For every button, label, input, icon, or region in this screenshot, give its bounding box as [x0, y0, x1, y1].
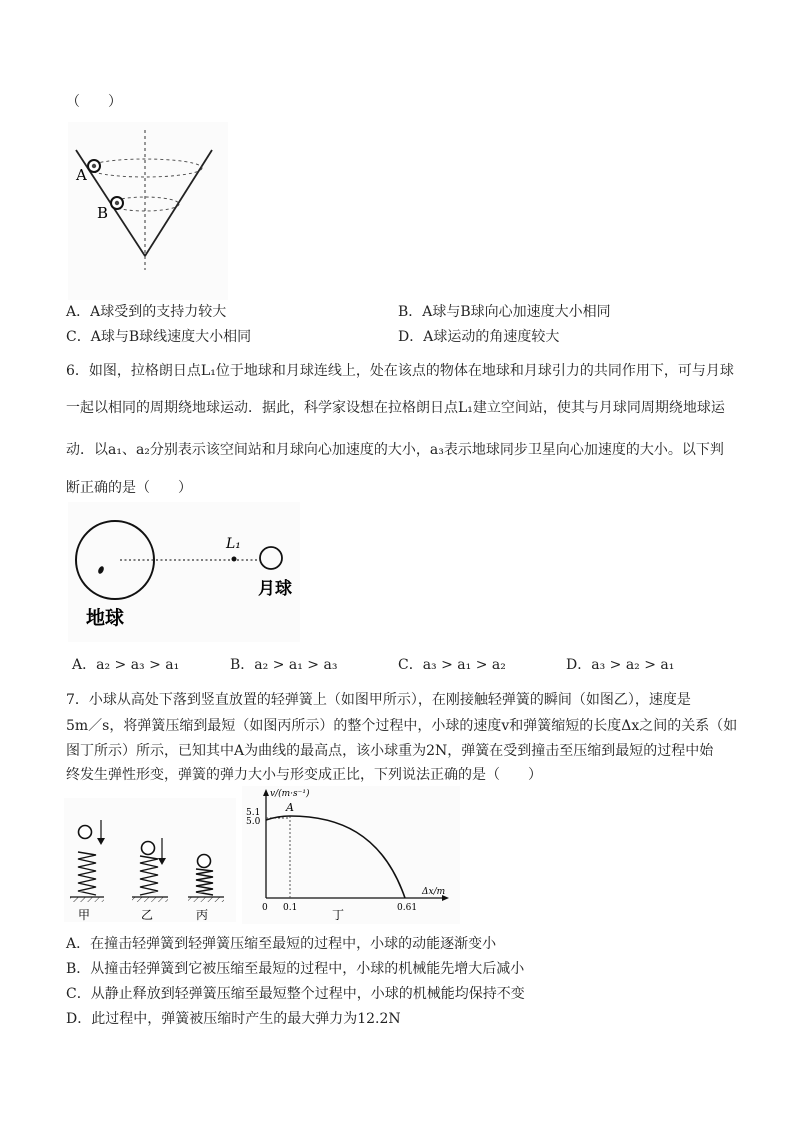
ball-b-center: [115, 201, 119, 205]
q7-stem-line2: 5m／s，将弹簧压缩到最短（如图丙所示）的整个过程中，小球的速度v和弹簧缩短的长度Δx之间的关系（如: [66, 718, 738, 734]
q6-stem-line2: 一起以相同的周期绕地球运动．据此，科学家设想在拉格朗日点L₁建立空间站，使其与月球同周期绕地球运: [66, 400, 725, 416]
q7-option-d: D．此过程中，弹簧被压缩时产生的最大弹力为12.2N: [66, 1011, 401, 1027]
x-axis-label: Δx/m: [422, 887, 446, 897]
tick-y-5-0: 5.0: [246, 817, 261, 827]
label-ding: 丁: [332, 908, 345, 922]
q7-spring-figures: [64, 798, 236, 922]
tick-x-0: 0: [262, 903, 268, 913]
q6-option-a: A．a₂ > a₃ > a₁: [72, 657, 180, 673]
q5-cone-figure: [68, 122, 228, 300]
q6-option-c: C．a₃ > a₁ > a₂: [398, 657, 506, 673]
ball-a-center: [92, 164, 96, 168]
q6-earth-moon-figure: [68, 502, 300, 642]
q6-option-b: B．a₂ > a₁ > a₃: [230, 657, 338, 673]
q5-option-d: D．A球运动的角速度较大: [398, 329, 560, 345]
q7-option-b: B．从撞击轻弹簧到它被压缩至最短的过程中，小球的机械能先增大后减小: [66, 961, 525, 977]
q7-stem-line4: 终发生弹性形变，弹簧的弹力大小与形变成正比，下列说法正确的是（ ）: [66, 767, 542, 783]
q7-option-a: A．在撞击轻弹簧到轻弹簧压缩至最短的过程中，小球的动能逐渐变小: [66, 936, 497, 952]
l1-point: [232, 557, 237, 562]
q5-answer-bracket: （ ）: [66, 94, 122, 110]
q6-option-d: D．a₃ > a₂ > a₁: [566, 657, 675, 673]
l1-label: L₁: [226, 536, 241, 552]
tick-x-0-1: 0.1: [283, 903, 298, 913]
figure-background: [242, 786, 460, 924]
label-yi: 乙: [141, 908, 154, 922]
ball-a-label: A: [76, 166, 87, 184]
tick-y-5-1: 5.1: [246, 808, 261, 818]
q7-stem-line3: 图丁所示）所示，已知其中A为曲线的最高点，该小球重为2N，弹簧在受到撞击至压缩到最短的过程中始: [66, 743, 714, 759]
y-axis-label: v/(m·s⁻¹): [270, 789, 310, 799]
q7-stem-line1: 7．小球从高处下落到竖直放置的轻弹簧上（如图甲所示），在刚接触轻弹簧的瞬间（如图乙），速度是: [66, 692, 691, 708]
peak-label: A: [286, 801, 294, 814]
label-jia: 甲: [78, 908, 91, 922]
q7-velocity-graph: [242, 786, 460, 924]
moon-label: 月球: [258, 579, 292, 599]
earth-label: 地球: [86, 607, 125, 629]
q6-stem-line4: 断正确的是（ ）: [66, 480, 192, 496]
q7-option-c: C．从静止释放到轻弹簧压缩至最短整个过程中，小球的机械能均保持不变: [66, 986, 525, 1002]
q6-stem-line3: 动．以a₁、a₂分别表示该空间站和月球向心加速度的大小，a₃表示地球同步卫星向心加速度的大小。以下判: [66, 442, 724, 458]
q5-option-a: A．A球受到的支持力较大: [66, 304, 227, 320]
ball-b-label: B: [97, 204, 109, 222]
tick-x-0-61: 0.61: [397, 903, 418, 913]
label-bing: 丙: [196, 908, 209, 922]
q5-option-c: C．A球与B球线速度大小相同: [66, 329, 252, 345]
q5-option-b: B．A球与B球向心加速度大小相同: [398, 304, 611, 320]
q6-stem-line1: 6．如图，拉格朗日点L₁位于地球和月球连线上，处在该点的物体在地球和月球引力的共同作用下，可与月球: [66, 363, 734, 379]
